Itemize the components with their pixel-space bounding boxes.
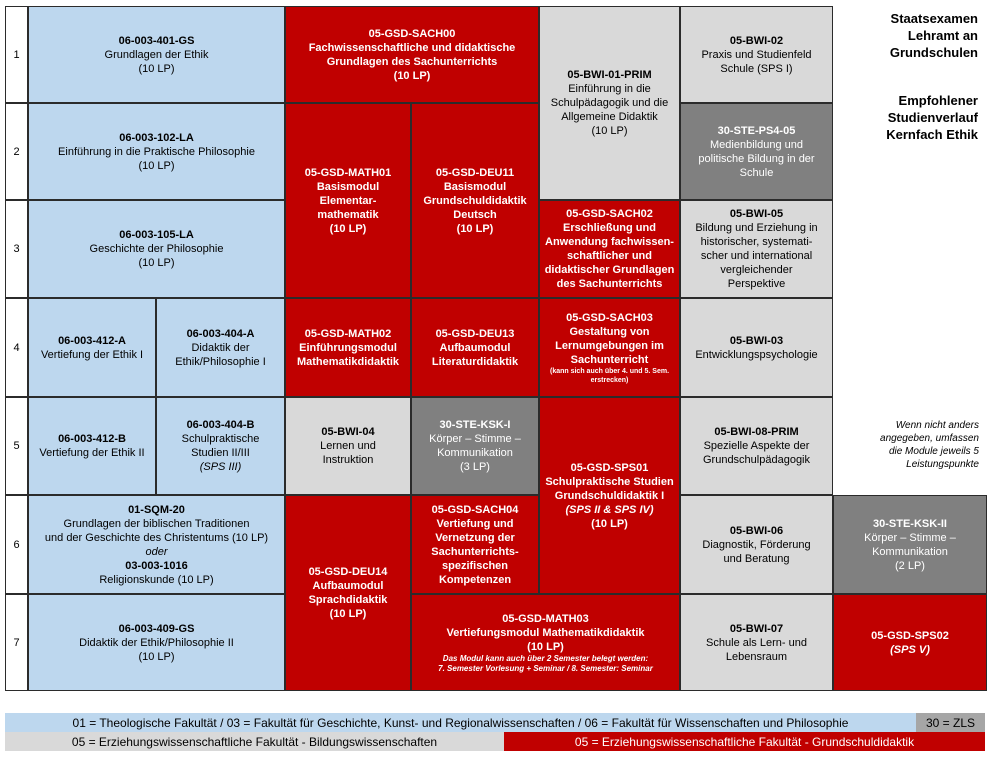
module-line: Lernumgebungen im <box>555 339 664 352</box>
module-05-gsd-sach04 <box>411 495 539 594</box>
module-line: Einführung in die Praktische Philosophie <box>58 145 255 158</box>
module-line: Gestaltung von <box>569 325 650 338</box>
module-italic-note: (SPS II & SPS IV) <box>565 503 654 516</box>
module-01-sqm-20 <box>28 495 285 594</box>
module-code: 05-GSD-SPS02 <box>871 629 949 642</box>
module-code: 06-003-401-GS <box>118 34 195 47</box>
module-line: spezifischen <box>441 559 509 572</box>
module-line: Schule als Lern- und <box>706 636 807 649</box>
note-line: Leistungspunkte <box>906 459 979 470</box>
module-code: 05-GSD-MATH02 <box>304 327 392 340</box>
module-code: 05-BWI-01-PRIM <box>567 69 652 81</box>
module-line: Vertiefung und <box>436 517 514 530</box>
module-line: Didaktik der Ethik/Philosophie II <box>79 636 234 649</box>
row-number: 1 <box>5 6 28 103</box>
module-05-gsd-sach03 <box>539 298 680 397</box>
module-line: Mathematikdidaktik <box>296 355 400 368</box>
module-line: mathematik <box>317 208 379 221</box>
module-line: Elementar- <box>319 194 377 207</box>
module-line: Schulpraktische <box>181 433 260 445</box>
module-line: historischer, systemati- <box>700 236 813 248</box>
module-line: Praxis und Studienfeld <box>701 48 812 61</box>
module-small-note: (kann sich auch über 4. und 5. Sem. <box>549 367 670 375</box>
module-line: Sachunterrichts- <box>431 545 519 558</box>
row-number: 7 <box>5 594 28 691</box>
note-line: Wenn nicht anders <box>895 420 979 431</box>
module-05-gsd-sps01 <box>539 397 680 594</box>
module-05-gsd-deu14 <box>285 495 411 691</box>
module-06-003-412-b <box>28 397 156 495</box>
module-05-bwi-01-prim <box>539 6 680 200</box>
module-30-ste-ksk-ii <box>833 495 987 594</box>
module-line: Schule (SPS I) <box>720 62 793 75</box>
module-line: Aufbaumodul <box>439 341 511 354</box>
module-line: Vernetzung der <box>435 531 515 544</box>
module-code: 06-003-404-A <box>186 327 255 340</box>
module-code: 05-GSD-SACH03 <box>566 311 653 324</box>
module-line: politische Bildung in der <box>698 152 815 165</box>
module-code: 05-BWI-06 <box>729 524 784 537</box>
module-05-bwi-04 <box>285 397 411 495</box>
module-line: und der Geschichte des Christentums (10 LP) <box>44 531 269 544</box>
module-06-003-401-gs <box>28 6 285 103</box>
module-code: 30-STE-KSK-II <box>873 517 947 530</box>
module-line: Spezielle Aspekte der <box>703 440 810 452</box>
module-line: Schulpädagogik und die <box>550 97 669 109</box>
module-line: Vertiefung der Ethik I <box>40 348 144 361</box>
module-06-003-409-gs <box>28 594 285 691</box>
module-line: Didaktik der <box>191 341 250 354</box>
title-line: Staatsexamen <box>890 11 978 26</box>
module-line: Grundlagen der biblischen Traditionen <box>63 517 250 530</box>
module-code: 05-BWI-05 <box>729 208 784 220</box>
module-05-bwi-02 <box>680 6 833 103</box>
module-line: (3 LP) <box>460 461 490 473</box>
module-line: Diagnostik, Förderung <box>702 538 811 551</box>
module-code: 05-GSD-MATH03 <box>502 612 589 625</box>
module-code: 30-STE-PS4-05 <box>717 124 796 137</box>
module-line: Einführung in die <box>568 83 651 95</box>
module-line: (10 LP) <box>138 159 175 172</box>
module-30-ste-ps4-05 <box>680 103 833 200</box>
module-code: 06-003-102-LA <box>119 131 194 144</box>
legend-blue: 01 = Theologische Fakultät / 03 = Fakultät für Geschichte, Kunst- und Regionalwissenschaften / 06 = Fakultät für Wissenschaften und Philosophie <box>5 713 916 732</box>
module-05-bwi-06 <box>680 495 833 594</box>
module-code: 01-SQM-20 <box>128 503 185 516</box>
module-line: Körper – Stimme – <box>864 531 956 544</box>
row-number: 4 <box>5 298 28 397</box>
module-line: und Beratung <box>723 552 790 565</box>
credit-note <box>838 419 979 471</box>
module-line: (10 LP) <box>591 517 628 530</box>
legend-gray: 05 = Erziehungswissenschaftliche Fakultät - Bildungswissenschaften <box>5 732 504 751</box>
note-line: angegeben, umfassen <box>880 433 979 444</box>
module-code: 05-GSD-SACH00 <box>368 27 456 40</box>
module-line: vergleichender <box>720 264 793 276</box>
module-06-003-412-a <box>28 298 156 397</box>
module-06-003-404-a <box>156 298 285 397</box>
subtitle-line: Studienverlauf <box>887 110 978 125</box>
module-05-gsd-deu13 <box>411 298 539 397</box>
module-line: Vertiefung der Ethik II <box>39 447 145 459</box>
module-line: Perspektive <box>727 278 786 290</box>
module-code: 05-BWI-07 <box>729 622 784 635</box>
module-line: Literaturdidaktik <box>431 355 519 368</box>
module-line: (10 LP) <box>527 640 564 653</box>
module-line: Vertiefungsmodul Mathematikdidaktik <box>446 626 645 639</box>
title-line: Lehramt an <box>907 28 978 43</box>
module-line: Schulpraktische Studien <box>545 475 674 488</box>
module-line: (10 LP) <box>138 650 175 663</box>
row-number: 6 <box>5 495 28 594</box>
module-line: Lebensraum <box>725 650 788 663</box>
module-italic-note: (SPS V) <box>890 643 930 656</box>
module-line: Deutsch <box>453 208 497 221</box>
module-line: Erschließung und <box>563 222 656 234</box>
module-line: Grundschuldidaktik <box>423 194 527 207</box>
module-line: Ethik/Philosophie I <box>175 355 266 368</box>
module-line: Medienbildung und <box>710 138 803 151</box>
module-05-bwi-07 <box>680 594 833 691</box>
module-code: 05-GSD-SACH04 <box>431 503 519 516</box>
module-05-bwi-05 <box>680 200 833 298</box>
module-line: Grundlagen des Sachunterrichts <box>326 55 498 68</box>
module-05-bwi-03 <box>680 298 833 397</box>
module-code: 05-BWI-08-PRIM <box>714 426 799 438</box>
row-number: 3 <box>5 200 28 298</box>
legend-red: 05 = Erziehungswissenschaftliche Fakultät - Grundschuldidaktik <box>504 732 985 751</box>
module-line: Schule <box>739 166 774 179</box>
module-06-003-105-la <box>28 200 285 298</box>
module-line: Basismodul <box>316 180 380 193</box>
module-line: des Sachunterrichts <box>556 278 663 290</box>
module-line: Lernen und <box>320 440 376 452</box>
module-05-gsd-sach02 <box>539 200 680 298</box>
module-small-note: Das Modul kann auch über 2 Semester belegt werden: <box>442 653 649 663</box>
module-code: 30-STE-KSK-I <box>439 419 511 431</box>
module-line: (10 LP) <box>138 257 175 269</box>
module-05-bwi-08-prim <box>680 397 833 495</box>
module-line: didaktischer Grundlagen <box>544 264 675 276</box>
module-code: 05-GSD-DEU11 <box>435 166 515 179</box>
module-small-note: erstrecken) <box>590 376 629 384</box>
module-line: schaftlicher und <box>567 250 652 262</box>
module-line: Studien II/III <box>191 447 250 459</box>
module-line: (10 LP) <box>591 125 628 137</box>
module-line: (10 LP) <box>329 222 367 235</box>
module-code: 05-GSD-DEU14 <box>308 566 388 578</box>
note-line: die Module jeweils 5 <box>888 446 979 457</box>
module-line: Kommunikation <box>437 447 513 459</box>
module-line: Grundschulpädagogik <box>702 454 811 466</box>
module-oder: oder <box>145 545 168 558</box>
module-code: 06-003-105-LA <box>119 229 194 241</box>
module-06-003-102-la <box>28 103 285 200</box>
module-line: (10 LP) <box>393 69 431 82</box>
row-number: 5 <box>5 397 28 495</box>
document-subtitle <box>840 92 978 143</box>
module-line: Entwicklungspsychologie <box>695 348 818 361</box>
module-line: Einführungsmodul <box>299 341 397 354</box>
module-code: 06-003-412-A <box>58 334 126 347</box>
module-05-gsd-sach00 <box>285 6 539 103</box>
module-line: Basismodul <box>443 180 507 193</box>
legend-zls: 30 = ZLS <box>916 713 985 732</box>
module-line: Sprachdidaktik <box>308 594 388 606</box>
module-line: Anwendung fachwissen- <box>545 236 674 248</box>
module-code: 06-003-409-GS <box>118 622 195 635</box>
module-line: (10 LP) <box>329 608 367 620</box>
module-code: 06-003-412-B <box>58 433 126 445</box>
module-line: Kompetenzen <box>438 573 512 586</box>
module-line: Fachwissenschaftliche und didaktische <box>308 41 516 54</box>
module-line: Bildung und Erziehung in <box>695 222 818 234</box>
module-code: 05-GSD-MATH01 <box>304 166 392 179</box>
module-30-ste-ksk-i <box>411 397 539 495</box>
module-line: Geschichte der Philosophie <box>89 243 224 255</box>
module-line: scher und international <box>700 250 813 262</box>
module-line: Kommunikation <box>872 545 948 558</box>
module-05-gsd-sps02 <box>833 594 987 691</box>
module-line: (10 LP) <box>456 222 494 235</box>
document-title <box>840 10 978 61</box>
row-number: 2 <box>5 103 28 200</box>
module-line: Allgemeine Didaktik <box>561 111 658 123</box>
module-code: 05-GSD-DEU13 <box>435 327 515 340</box>
module-05-gsd-math03 <box>411 594 680 691</box>
title-line: Grundschulen <box>889 45 978 60</box>
module-line: (10 LP) <box>138 62 175 75</box>
module-italic-note: (SPS III) <box>199 461 242 473</box>
module-05-gsd-math01 <box>285 103 411 298</box>
module-05-gsd-deu11 <box>411 103 539 298</box>
module-line: Religionskunde (10 LP) <box>99 573 214 586</box>
module-line: (2 LP) <box>895 559 925 572</box>
module-code-alt: 03-003-1016 <box>125 559 188 572</box>
module-code: 05-BWI-02 <box>729 34 784 47</box>
module-code: 05-BWI-04 <box>321 426 375 438</box>
module-line: Sachunterricht <box>570 353 649 366</box>
module-06-003-404-b <box>156 397 285 495</box>
module-code: 05-GSD-SACH02 <box>566 208 653 220</box>
module-small-note: 7. Semester Vorlesung + Seminar / 8. Semester: Seminar <box>438 663 653 673</box>
module-code: 05-BWI-03 <box>729 334 784 347</box>
module-code: 05-GSD-SPS01 <box>570 461 649 474</box>
subtitle-line: Empfohlener <box>898 93 978 108</box>
module-05-gsd-math02 <box>285 298 411 397</box>
module-line: Grundschuldidaktik I <box>554 489 665 502</box>
module-code: 06-003-404-B <box>186 419 255 431</box>
module-line: Aufbaumodul <box>312 580 384 592</box>
module-line: Körper – Stimme – <box>429 433 521 445</box>
module-line: Grundlagen der Ethik <box>104 48 209 61</box>
subtitle-line: Kernfach Ethik <box>886 127 978 142</box>
module-line: Instruktion <box>322 454 374 466</box>
